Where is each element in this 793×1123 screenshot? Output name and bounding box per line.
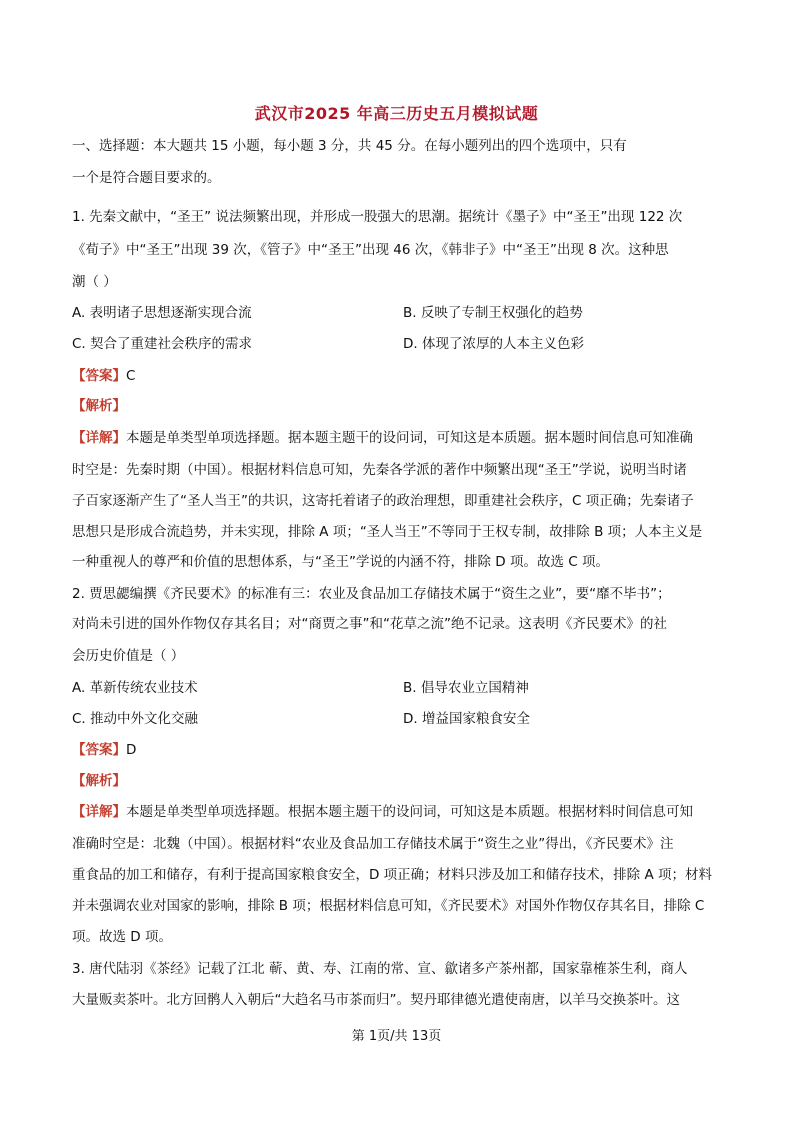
- q2-answer: [72, 740, 136, 760]
- q2-option-c: C. 推动中外文化交融: [72, 711, 199, 727]
- q2-detail-line-2: 准确时空是：北魏（中国）。根据材料“农业及食品加工存储技术属于“资生之业”得出，《齐民要术》注: [72, 836, 674, 852]
- q2-option-d: D. 增益国家粮食安全: [403, 711, 530, 727]
- q2-stem-line-1: 2. 贾思勰编撰《齐民要术》的标准有三：农业及食品加工存储技术属于“资生之业”，要“靡不毕书”；: [72, 586, 671, 602]
- q2-detail-line-5: 项。故选 D 项。: [72, 929, 172, 945]
- q2-analysis-heading: [72, 771, 126, 791]
- detail-tag: 【详解】: [72, 430, 126, 446]
- q1-stem-line-2: 《荀子》中“圣王”出现 39 次，《管子》中“圣王”出现 46 次，《韩非子》中“圣王”出现 8 次。这种思: [72, 242, 669, 258]
- q2-options-row-2: [72, 709, 722, 729]
- analysis-tag: 【解析】: [72, 398, 126, 414]
- answer-tag: 【答案】: [72, 742, 126, 758]
- q2-detail-line-1: [72, 802, 693, 822]
- answer-tag: 【答案】: [72, 368, 126, 384]
- q3-stem-line-1: 3. 唐代陆羽《茶经》记载了江北 蕲、黄、寿、江南的常、宣、歙诸多产茶州都，国家靠榷茶生利，商人: [72, 961, 688, 977]
- analysis-tag: 【解析】: [72, 773, 126, 789]
- q1-detail-line-1: [72, 428, 693, 448]
- detail-text: 本题是单类型单项选择题。根据本题主题干的设问词，可知这是本质题。根据材料时间信息可知: [126, 804, 693, 820]
- q1-detail-line-3: 子百家逐渐产生了“圣人当王”的共识，这寄托着诸子的政治理想，即重建社会秩序，C 项正确；先秦诸子: [72, 493, 694, 509]
- q1-option-c: C. 契合了重建社会秩序的需求: [72, 336, 253, 352]
- q1-analysis-heading: [72, 396, 126, 416]
- section-header-line-2: 一个是符合题目要求的。: [72, 170, 221, 186]
- q3-stem-line-2: 大量贩卖茶叶。北方回鹘人入朝后“大趋名马市茶而归”。契丹耶律德光遣使南唐，以羊马交换茶叶。这: [72, 992, 680, 1008]
- q1-answer: [72, 366, 135, 386]
- q1-option-d: D. 体现了浓厚的人本主义色彩: [403, 336, 584, 352]
- detail-tag: 【详解】: [72, 804, 126, 820]
- q2-option-a: A. 革新传统农业技术: [72, 680, 198, 696]
- q1-stem-line-1: 1. 先秦文献中，“圣王” 说法频繁出现，并形成一股强大的思潮。据统计《墨子》中“圣王”出现 122 次: [72, 209, 683, 225]
- answer-value: C: [126, 368, 136, 384]
- q2-option-b: B. 倡导农业立国精神: [403, 680, 529, 696]
- page-title: 武汉市2025 年高三历史五月模拟试题: [254, 104, 539, 123]
- page-footer: 第 1页/共 13页: [351, 1029, 442, 1044]
- q1-options-row-1: [72, 303, 722, 323]
- q1-stem-line-3: 潮（ ）: [72, 274, 117, 290]
- q1-detail-line-5: 一种重视人的尊严和价值的思想体系，与“圣王”学说的内涵不符，排除 D 项。故选 C 项。: [72, 554, 609, 570]
- q2-detail-line-3: 重食品的加工和储存，有利于提高国家粮食安全，D 项正确；材料只涉及加工和储存技术，排除 A 项；材料: [72, 867, 713, 883]
- section-header-line-1: 一、选择题：本大题共 15 小题，每小题 3 分，共 45 分。在每小题列出的四个选项中，只有: [72, 138, 627, 154]
- q1-detail-line-4: 思想只是形成合流趋势，并未实现，排除 A 项；“圣人当王”不等同于王权专制，故排除 B 项；人本主义是: [72, 524, 703, 540]
- q1-options-row-2: [72, 334, 722, 354]
- answer-value: D: [126, 742, 137, 758]
- detail-text: 本题是单类型单项选择题。据本题主题干的设问词，可知这是本质题。据本题时间信息可知准确: [126, 430, 693, 446]
- q1-detail-line-2: 时空是：先秦时期（中国）。根据材料信息可知，先秦各学派的著作中频繁出现“圣王”学说，说明当时诸: [72, 462, 687, 478]
- q2-stem-line-2: 对尚未引进的国外作物仅存其名目；对“商贾之事”和“花草之流”绝不记录。这表明《齐民要术》的社: [72, 616, 667, 632]
- q1-option-a: A. 表明诸子思想逐渐实现合流: [72, 305, 252, 321]
- q1-option-b: B. 反映了专制王权强化的趋势: [403, 305, 583, 321]
- q2-options-row-1: [72, 678, 722, 698]
- q2-detail-line-4: 并未强调农业对国家的影响，排除 B 项；根据材料信息可知，《齐民要术》对国外作物仅存其名目，排除 C: [72, 898, 705, 914]
- q2-stem-line-3: 会历史价值是（ ）: [72, 648, 185, 664]
